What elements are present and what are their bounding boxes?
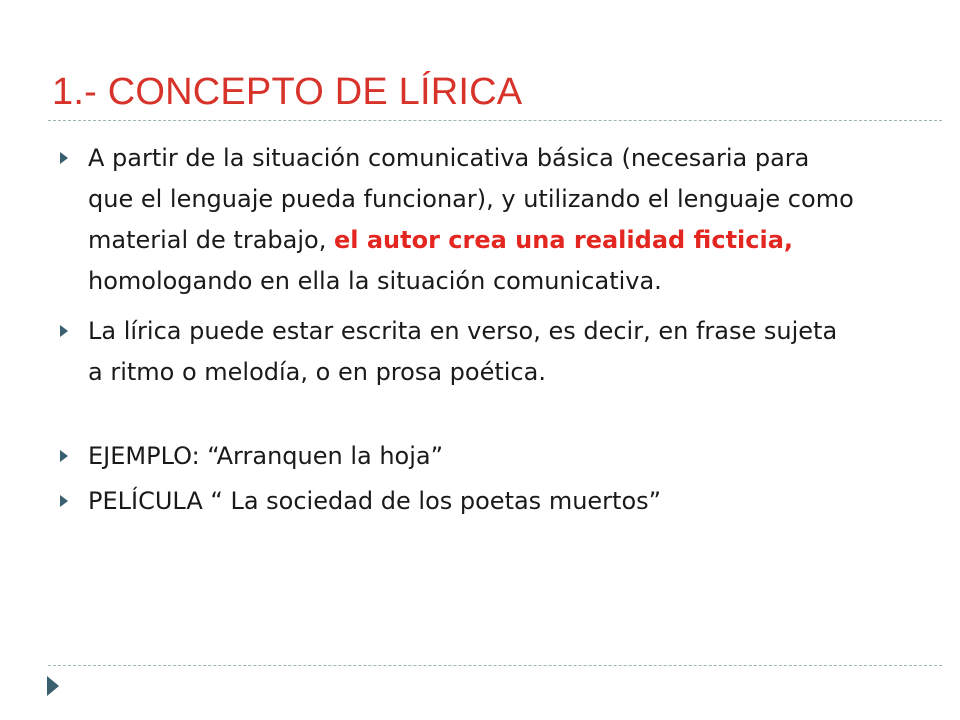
bullet-text: A partir de la situación comunicativa básica (necesaria para que el lenguaje pueda funcionar), y utilizando el lenguaje como material de trabajo, bbox=[88, 144, 854, 254]
bullet-item bbox=[58, 138, 858, 302]
bullet-highlight-text: el autor crea una realidad ficticia, bbox=[333, 226, 794, 254]
title-divider bbox=[48, 120, 942, 121]
bullet-list bbox=[58, 138, 858, 522]
triangle-bullet-icon bbox=[60, 495, 68, 507]
triangle-bullet-icon bbox=[60, 152, 68, 164]
bullet-item bbox=[58, 436, 858, 477]
slide-title: 1.- CONCEPTO DE LÍRICA bbox=[52, 71, 523, 113]
bullet-text: homologando en ella la situación comunicativa. bbox=[88, 267, 662, 295]
triangle-bullet-icon bbox=[60, 450, 68, 462]
bullet-item bbox=[58, 481, 858, 522]
bullet-text: PELÍCULA “ La sociedad de los poetas muertos” bbox=[88, 487, 662, 515]
bullet-item bbox=[58, 311, 858, 393]
bullet-text: EJEMPLO: “Arranquen la hoja” bbox=[88, 442, 444, 470]
play-arrow-icon bbox=[47, 676, 59, 696]
triangle-bullet-icon bbox=[60, 325, 68, 337]
bullet-text: La lírica puede estar escrita en verso, es decir, en frase sujeta a ritmo o melodía, o en prosa poética. bbox=[88, 317, 838, 386]
footer-divider bbox=[48, 665, 942, 666]
